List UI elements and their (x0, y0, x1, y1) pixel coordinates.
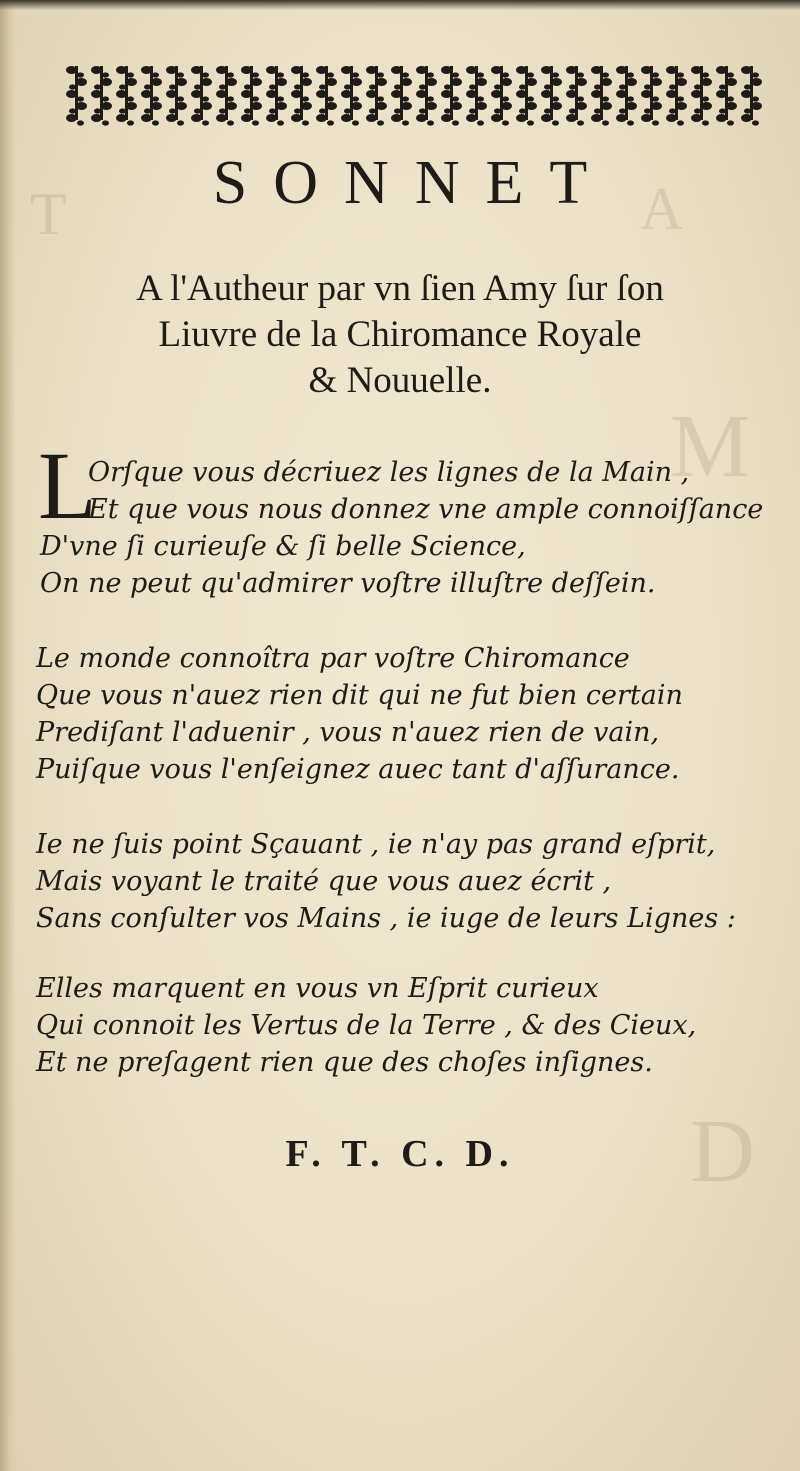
verse-line: Mais voyant le traité que vous auez écrit , (36, 866, 612, 897)
fleuron-icon (166, 66, 187, 126)
show-through-text: D (690, 1102, 755, 1201)
verse-line: Elles marquent en vous vn Eſprit curieux (36, 973, 599, 1004)
fleuron-icon (291, 66, 312, 126)
verse-line: Et ne preſagent rien que des choſes inſignes. (36, 1047, 653, 1078)
verse-line: On ne peut qu'admirer voſtre illuſtre deſſein. (40, 568, 656, 599)
fleuron-icon (516, 66, 537, 126)
page-gutter (0, 0, 16, 1471)
verse-line: Ie ne ſuis point Sçauant , ie n'ay pas grand eſprit, (36, 829, 716, 860)
show-through-text: A (640, 176, 684, 242)
fleuron-icon (666, 66, 687, 126)
fleuron-icon (691, 66, 712, 126)
fleuron-icon (566, 66, 587, 126)
verse-line: Le monde connoîtra par voſtre Chiromance (36, 643, 630, 674)
verse-line: Puiſque vous l'enſeignez auec tant d'aſſurance. (36, 754, 680, 785)
stanza-4 (36, 970, 766, 1081)
verse-line: Et que vous nous donnez vne ample connoiſſance (88, 494, 764, 525)
verse-line: Qui connoit les Vertus de la Terre , & des Cieux, (36, 1010, 697, 1041)
fleuron-icon (366, 66, 387, 126)
fleuron-icon (391, 66, 412, 126)
fleuron-icon (716, 66, 737, 126)
verse-line: Sans conſulter vos Mains , ie iuge de leurs Lignes : (36, 903, 736, 934)
fleuron-icon (616, 66, 637, 126)
fleuron-icon (591, 66, 612, 126)
fleuron-icon (466, 66, 487, 126)
verse-line: Prediſant l'aduenir , vous n'auez rien de vain, (36, 717, 660, 748)
subtitle-line: & Nouuelle. (308, 360, 492, 401)
stanza-1 (40, 454, 770, 602)
stanza-3 (36, 826, 766, 937)
fleuron-icon (216, 66, 237, 126)
verse-line: D'vne ſi curieuſe & ſi belle Science, (40, 531, 526, 562)
page-title: SONNET (212, 149, 614, 217)
show-through-text: T (30, 181, 97, 247)
page-top-shadow (0, 0, 800, 10)
fleuron-icon (191, 66, 212, 126)
fleuron-icon (91, 66, 112, 126)
verse-line: Que vous n'auez rien dit qui ne fut bien certain (36, 680, 683, 711)
fleuron-icon (641, 66, 662, 126)
fleuron-icon (341, 66, 362, 126)
show-through-text: M (670, 397, 751, 496)
fleuron-icon (416, 66, 437, 126)
fleuron-icon (316, 66, 337, 126)
dedication-subtitle (30, 266, 770, 404)
fleuron-icon (116, 66, 137, 126)
subtitle-line: Liuvre de la Chiromance Royale (158, 314, 642, 355)
fleuron-icon (66, 66, 87, 126)
drop-cap: L (38, 432, 97, 539)
fleuron-icon (141, 66, 162, 126)
fleuron-icon (491, 66, 512, 126)
verse-line: Orſque vous décriuez les lignes de la Main , (88, 457, 690, 488)
fleuron-icon (266, 66, 287, 126)
fleuron-icon (441, 66, 462, 126)
fleuron-icon (241, 66, 262, 126)
fleuron-icon (541, 66, 562, 126)
subtitle-line: A l'Autheur par vn ſien Amy ſur ſon (136, 268, 664, 309)
author-initials: F. T. C. D. (285, 1133, 515, 1175)
stanza-2 (36, 640, 766, 788)
fleuron-icon (741, 66, 762, 126)
fleuron-border-ornament (64, 60, 764, 126)
